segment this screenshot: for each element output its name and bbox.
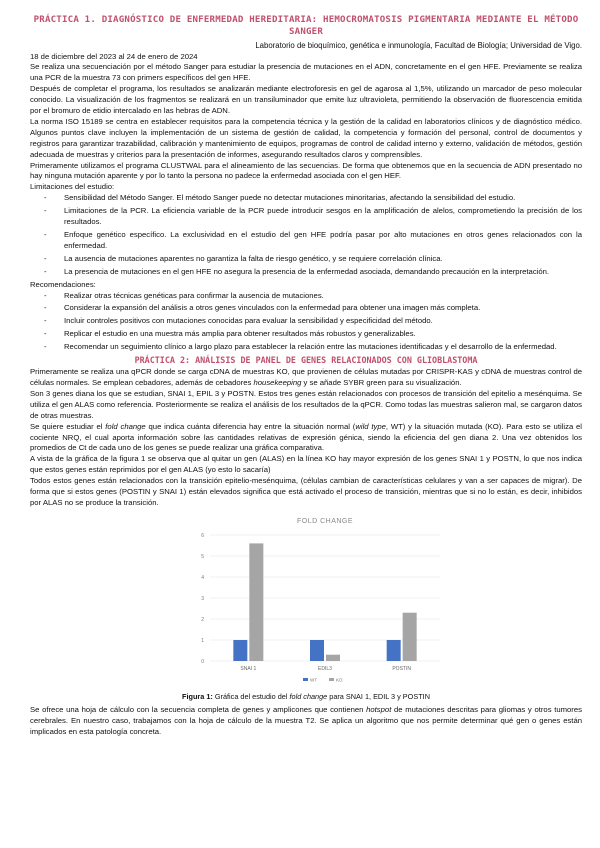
list-item: - La ausencia de mutaciones aparentes no garantiza la falta de riesgo genético, y se requiere correlación clínica. [44, 253, 443, 263]
recommendations-heading: Recomendaciones: [30, 279, 96, 289]
list-item: - Considerar la expansión del análisis a otros genes vinculados con la enfermedad para obtener una imagen más completa. [44, 303, 481, 313]
paragraph-sanger: Se realiza una secuenciación por el método Sanger para estudiar la presencia de mutaciones en el ADN, concretamente en el gen HFE. Previamente se realiza una PCR de la muestra 73 con primers específicos del gen HFE. [30, 62, 582, 83]
practice-2-title: PRÁCTICA 2: ANÁLISIS DE PANEL DE GENES RELACIONADOS CON GLIOBLASTOMA [134, 355, 478, 366]
list-item: - Incluir controles positivos con mutaciones conocidas para evaluar la sensibilidad y especificidad del método. [44, 316, 433, 326]
bar-ko [249, 543, 263, 661]
bar-ko [326, 655, 340, 661]
list-item: - Sensibilidad del Método Sanger. El método Sanger puede no detectar mutaciones minoritarias, afectando la sensibilidad del estudio. [44, 193, 516, 203]
y-tick-label: 2 [201, 616, 204, 623]
chart-svg [170, 511, 450, 689]
y-tick-label: 0 [201, 658, 204, 665]
list-item: - Realizar otras técnicas genéticas para confirmar la ausencia de mutaciones. [44, 290, 324, 300]
recommendations-list [30, 291, 582, 354]
paragraph-electroforesis: Después de completar el programa, los resultados se analizarán mediante electroforesis en gel de agarosa al 1,5%, utilizando un marcador de peso molecular conocido. La visualización de los fragmentos se realizará en un transiluminador que emite luz ultravioleta, permitiendo la observación de fluorescencia emitida por el bromuro de etidio intercalado en las hebras de ADN. [30, 84, 582, 116]
document-page [30, 14, 582, 738]
bar-wt [310, 640, 324, 661]
list-item: - Limitaciones de la PCR. La eficiencia variable de la PCR puede introducir sesgos en la amplificación de alelos, comprometiendo la precisión de los resultados. [44, 206, 582, 227]
list-item: - Enfoque genético específico. La exclusividad en el estudio del gen HFE podría pasar por alto mutaciones en otros genes relacionados con la enfermedad. [44, 230, 582, 250]
legend-swatch [329, 678, 334, 681]
bar-ko [403, 613, 417, 661]
figure-caption: Figura 1: Gráfica del estudio del fold change para SNAI 1, EDIL 3 y POSTIN [182, 691, 430, 701]
x-tick-label: SNAI 1 [240, 665, 257, 672]
list-item: - Replicar el estudio en una muestra más amplia para obtener resultados más robustos y generalizables. [44, 329, 416, 339]
y-tick-label: 5 [201, 553, 204, 560]
paragraph-emt: Todos estos genes están relacionados con la transición epitelio-mesénquima, (células cambian de características celulares y van a ser capaces de migrar). De forma que si estos genes (POSTIN y SNAI 1) están elevados significa que está activado el proceso de transición, mientras que si no lo están, es decir, inhibidos por ALAS no se produce la transición. [30, 476, 582, 507]
dates: 18 de diciembre del 2023 al 24 de enero de 2024 [30, 51, 198, 61]
paragraph-figure-analysis: A vista de la gráfica de la figura 1 se observa que al quitar un gen (ALAS) en la línea KO hay mayor expresión de los genes SNAI 1 y POSTN, lo que nos indica que estos genes están reprimidos por el gen ALAS (yo esto lo sacaría) [30, 454, 582, 475]
legend-swatch [303, 678, 308, 681]
paragraph-fold-change: Se quiere estudiar el fold change que indica cuánta diferencia hay entre la situación normal (wild type, WT) y la situación mutada (KO). Para esto se utiliza el cociente NRQ, el cual aporta información sobre las cantidades relativas de expresión génica, siendo la eficiencia del gen diana 2. Una vez obtenidos los promedios de Ct de cada uno de los genes se puede realizar una gráfica comparativa. [30, 421, 582, 453]
limitations-heading: Limitaciones del estudio: [30, 182, 115, 192]
legend-label: WT [310, 677, 317, 683]
y-tick-label: 6 [201, 532, 204, 539]
paragraph-clustwal: Primeramente utilizamos el programa CLUSTWAL para el alineamiento de las secuencias. De forma que obtenemos que en la secuencia de ADN presentado no hay ninguna mutación aparente y por lo tanto la persona no padece la enfermedad asociada con el gen HEF. [30, 160, 582, 181]
chart-title: FOLD CHANGE [296, 517, 354, 525]
paragraph-hotspot: Se ofrece una hoja de cálculo con la secuencia completa de genes y amplicones que contienen hotspot de mutaciones descritas para gliomas y otros tumores cerebrales. En nuestro caso, trabajamos con la hoja de cálculo de la muestra T2. Se aplica un algoritmo que nos permite determinar qué gen o genes están implicados en esta patología concreta. [30, 704, 582, 736]
paragraph-genes: Son 3 genes diana los que se estudian, SNAI 1, EPIL 3 y POSTN. Estos tres genes están relacionados con procesos de transición del epitelio a mesénquima. Se utiliza el gen ALAS como referencia. Posteriormente se realiza el análisis de los resultados de la qPCR. Como todas las muestras salieron mal, se cargaron datos de otras muestras. [30, 388, 582, 420]
paragraph-iso: La norma ISO 15189 se centra en establecer requisitos para la competencia técnica y la gestión de la calidad en laboratorios clínicos y de diagnóstico médico. Algunos puntos clave incluyen la implementación de un sistema de gestión de calidad, la competencia y formación del personal, control de documentos y registros para garantizar trazabilidad, calibración y mantenimiento de equipos, programas de control de calidad interno y externo, validación de métodos, gestión adecuada de muestras y criterios para la presentación de informes, asegurando resultados claros y comprensibles. [30, 116, 582, 159]
affiliation: Laboratorio de bioquímico, genética e inmunología, Facultad de Biología; Universidad de Vigo. [255, 41, 582, 50]
x-tick-label: POSTIN [392, 665, 411, 672]
y-tick-label: 4 [201, 574, 204, 581]
x-tick-label: EDIL3 [318, 665, 332, 672]
practice-1-title: PRÁCTICA 1. DIAGNÓSTICO DE ENFERMEDAD HEREDITARIA: HEMOCROMATOSIS PIGMENTARIA MEDIANTE EL MÉTODO SANGER [33, 15, 579, 37]
y-tick-label: 3 [201, 595, 204, 602]
bar-wt [387, 640, 401, 661]
limitations-list [30, 193, 582, 277]
legend-label: KO [336, 677, 343, 683]
list-item: - Recomendar un seguimiento clínico a largo plazo para establecer la relación entre las mutaciones identificadas y el desarrollo de la enfermedad. [44, 342, 557, 352]
fold-change-chart [30, 511, 582, 691]
y-tick-label: 1 [201, 637, 204, 644]
list-item: - La presencia de mutaciones en el gen HFE no asegura la presencia de la enfermedad asociada, demandando precaución en la interpretación. [44, 266, 550, 276]
bar-wt [233, 640, 247, 661]
paragraph-qpcr: Primeramente se realiza una qPCR donde se carga cDNA de muestras KO, que provienen de células mutadas por CRISPR-KAS y cDNA de muestras control de células normales. Se emplean cebadores, además de cebadores housekeeping y se añade SYBR green para su visualización. [30, 367, 582, 387]
